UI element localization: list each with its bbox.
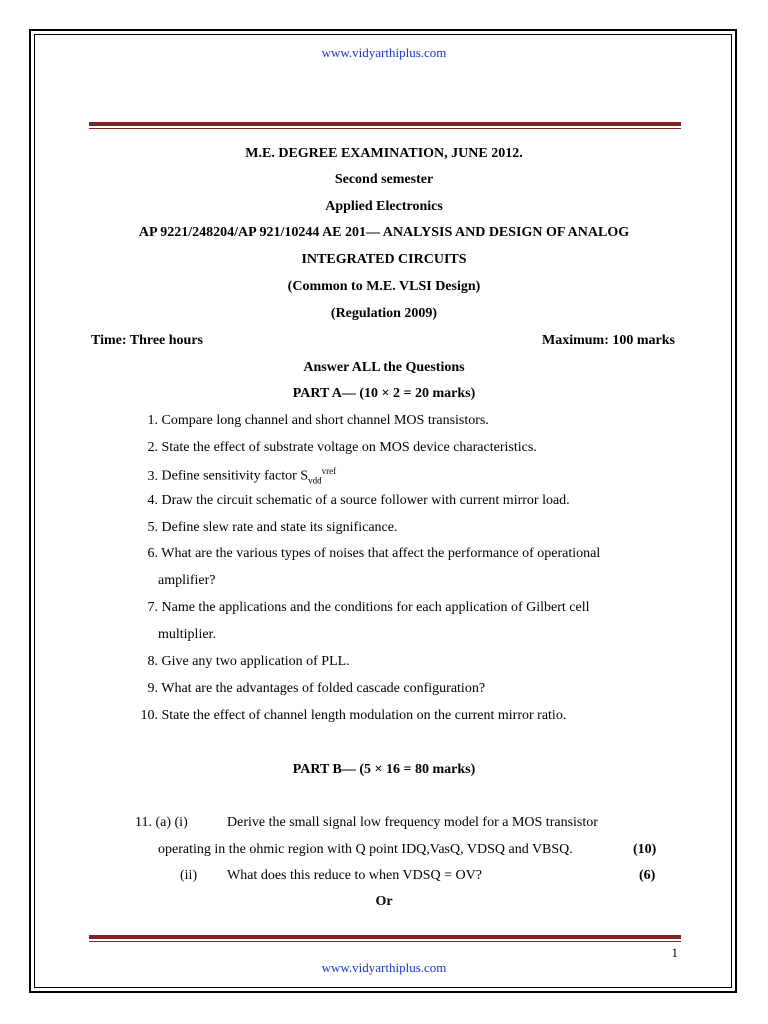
- q11a-ii-marks: (6): [639, 868, 656, 883]
- footer-divider: [89, 935, 681, 942]
- question-item: 4. Draw the circuit schematic of a source follower with current mirror load.: [147, 493, 570, 508]
- question-item: 9. What are the advantages of folded cascade configuration?: [147, 681, 486, 696]
- question-item: 5. Define slew rate and state its significance.: [147, 520, 398, 535]
- question-item: 10. State the effect of channel length modulation on the current mirror ratio.: [140, 708, 567, 723]
- common-to: (Common to M.E. VLSI Design): [287, 279, 481, 294]
- page-number: 1: [671, 945, 678, 960]
- part-a-heading: PART A— (10 × 2 = 20 marks): [292, 386, 476, 401]
- exam-title: M.E. DEGREE EXAMINATION, JUNE 2012.: [245, 146, 523, 161]
- question-continuation: amplifier?: [158, 573, 216, 588]
- question-item: 2. State the effect of substrate voltage on MOS device characteristics.: [147, 440, 537, 455]
- q11a-i-marks: (10): [633, 842, 657, 857]
- header-site-link[interactable]: www.vidyarthiplus.com: [321, 45, 447, 60]
- q11a-i-line1: Derive the small signal low frequency model for a MOS transistor: [227, 815, 598, 830]
- instruction: Answer ALL the Questions: [303, 360, 465, 375]
- max-marks-label: Maximum: 100 marks: [542, 333, 675, 348]
- q11a-i-line2: operating in the ohmic region with Q point IDQ,VasQ, VDSQ and VBSQ.: [158, 842, 573, 857]
- question-item: 8. Give any two application of PLL.: [147, 654, 350, 669]
- semester: Second semester: [334, 172, 434, 187]
- question-item: 6. What are the various types of noises that affect the performance of operational: [147, 546, 601, 561]
- q11a-ii-label: (ii): [180, 868, 198, 883]
- footer-site-link[interactable]: www.vidyarthiplus.com: [321, 960, 447, 975]
- question-item: 1. Compare long channel and short channel MOS transistors.: [147, 413, 489, 428]
- branch: Applied Electronics: [325, 199, 443, 214]
- question-item: 7. Name the applications and the conditions for each application of Gilbert cell: [147, 600, 590, 615]
- q11a-label: 11. (a) (i): [135, 815, 188, 830]
- q11a-ii-text: What does this reduce to when VDSQ = OV?: [227, 868, 482, 883]
- time-marks-row: [91, 333, 675, 349]
- course-line-1: AP 9221/248204/AP 921/10244 AE 201— ANALYSIS AND DESIGN OF ANALOG: [138, 225, 630, 240]
- question-item: 3. Define sensitivity factor $S_{vdd}^{vref}$: [147, 466, 337, 486]
- or-separator: Or: [375, 894, 393, 909]
- question-continuation: multiplier.: [158, 627, 216, 642]
- regulation: (Regulation 2009): [330, 306, 438, 321]
- time-label: Time: Three hours: [91, 333, 204, 348]
- course-line-2: INTEGRATED CIRCUITS: [301, 252, 467, 267]
- part-b-heading: PART B— (5 × 16 = 80 marks): [292, 762, 476, 777]
- header-divider: [89, 122, 681, 129]
